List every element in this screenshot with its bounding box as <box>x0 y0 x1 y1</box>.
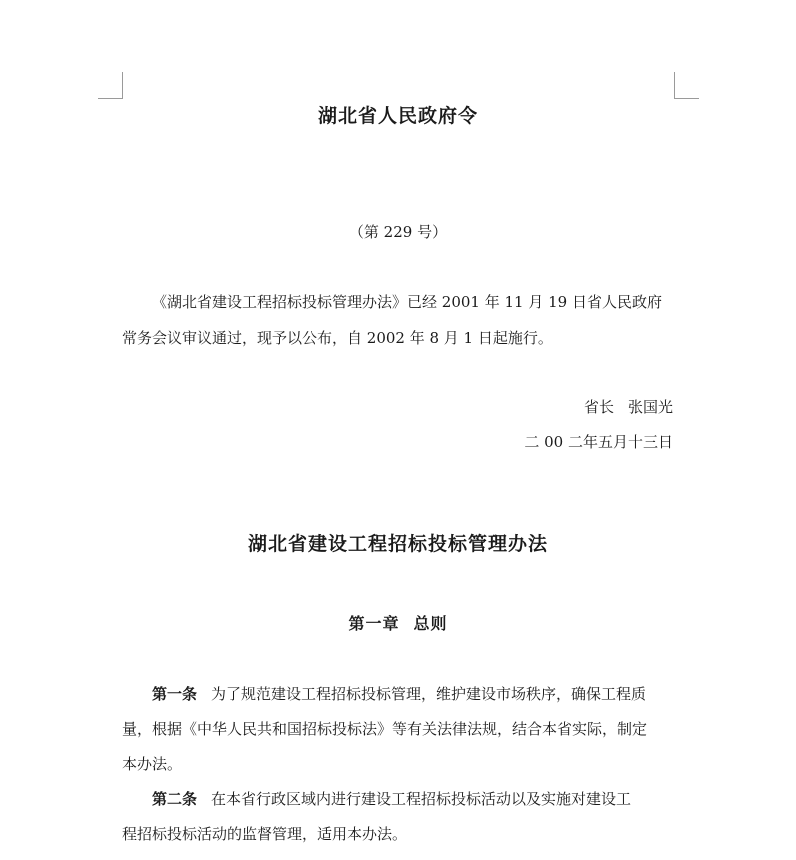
article-1-text-1: 为了规范建设工程招标投标管理，维护建设市场秩序，确保工程质 <box>211 685 647 703</box>
article-2-line-2: 程招标投标活动的监督管理，适用本办法。 <box>122 825 408 843</box>
chapter-name: 总则 <box>413 614 448 633</box>
decree-signature <box>584 397 673 417</box>
signer-name: 张国光 <box>627 398 673 416</box>
article-2-label: 第二条 <box>152 790 198 808</box>
article-1-line-1 <box>152 684 646 704</box>
decree-date: 二 00 二年五月十三日 <box>524 433 673 451</box>
article-2-line-1 <box>152 789 631 809</box>
decree-title: 湖北省人民政府令 <box>317 105 478 127</box>
signer-title: 省长 <box>583 398 614 416</box>
article-1-label: 第一条 <box>152 685 198 703</box>
article-2-text-1: 在本省行政区域内进行建设工程招标投标活动以及实施对建设工 <box>211 790 632 808</box>
article-1-line-3: 本办法。 <box>122 755 183 773</box>
regulation-title: 湖北省建设工程招标投标管理办法 <box>247 533 548 555</box>
page-corner-mark-top-left <box>98 72 123 99</box>
chapter-label: 第一章 <box>348 614 400 633</box>
page-corner-mark-top-right <box>674 72 699 99</box>
decree-body-line-1: 《湖北省建设工程招标投标管理办法》已经 2001 年 11 月 19 日省人民政府 <box>152 293 662 311</box>
decree-number: （第 229 号） <box>348 223 448 241</box>
article-1-line-2: 量，根据《中华人民共和国招标投标法》等有关法律法规，结合本省实际，制定 <box>122 720 648 738</box>
decree-body-line-2: 常务会议审议通过，现予以公布，自 2002 年 8 月 1 日起施行。 <box>122 329 553 347</box>
chapter-heading <box>0 614 796 634</box>
